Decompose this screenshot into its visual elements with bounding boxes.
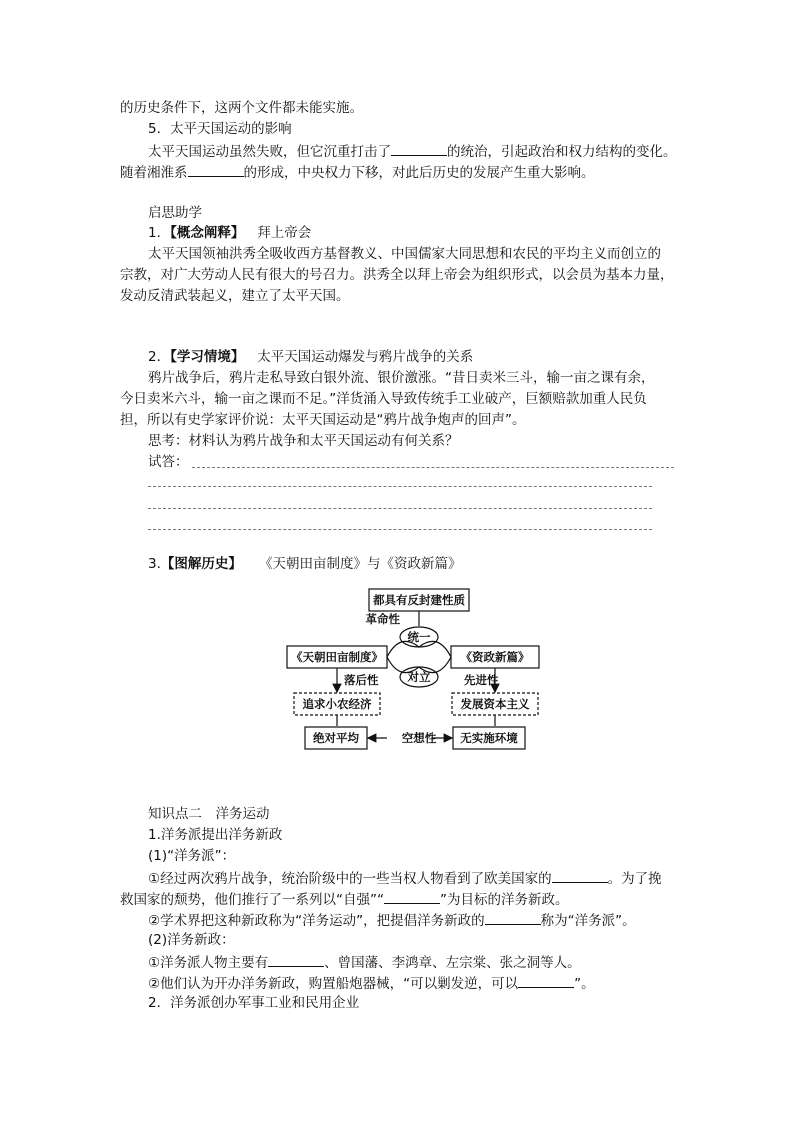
diagram-heading: 3.【图解历史】 《天朝田亩制度》与《资政新篇》 (148, 556, 462, 572)
subsection-1-2: (2)洋务新政： (148, 932, 235, 948)
concept-heading: 1．【概念阐释】 拜上帝会 (148, 225, 312, 241)
opposition-label: 对立 (407, 670, 431, 684)
qisi-title: 启思助学 (148, 205, 202, 221)
diagram-tag: 【图解历史】 (160, 556, 242, 572)
concept-tag: 【概念阐释】 (170, 225, 245, 241)
revolutionary-label: 革命性 (365, 612, 400, 626)
answer-label: 试答： (148, 454, 189, 470)
unity-label: 统一 (407, 630, 431, 644)
fill-blank[interactable] (268, 951, 324, 967)
left-bottom-label: 绝对平均 (313, 731, 359, 745)
continuation-line: 的历史条件下，这两个文件都未能实施。 (120, 100, 363, 116)
section-heading-5: 5．太平天国运动的影响 (148, 121, 292, 137)
context-heading: 2．【学习情境】 太平天国运动爆发与鸦片战争的关系 (148, 349, 474, 365)
arc-upper-right (419, 641, 451, 657)
right-bottom-label: 无实施环境 (460, 731, 518, 745)
arc-upper-left (387, 641, 419, 657)
context-paragraph-line-2: 今日卖米六斗，输一亩之课而不足。”洋货涌入导致传统手工业破产，巨额赔款加重人民负 (120, 391, 647, 407)
point-2-line: ②学术界把这种新政称为“洋务运动”，把提倡洋务新政的 称为“洋务派”。 (148, 909, 636, 931)
right-doc-label: 《资政新篇》 (460, 650, 530, 664)
context-paragraph-line-3: 担，所以有史学家评价说：太平天国运动是“鸦片战争炮声的回声”。 (120, 412, 526, 428)
think-question: 思考：材料认为鸦片战争和太平天国运动有何关系？ (148, 433, 459, 449)
concept-paragraph-line-1: 太平天国领袖洪秀全吸收西方基督教义、中国儒家大同思想和农民的平均主义而创立的 (148, 246, 661, 262)
arc-lower-right (419, 657, 451, 673)
utopian-label: 空想性 (401, 731, 437, 745)
impact-paragraph-line-2: 随着湘淮系 的形成，中央权力下移，对此后历史的发展产生重大影响。 (120, 161, 595, 183)
fill-blank[interactable] (485, 909, 541, 925)
left-goal-label: 追求小农经济 (302, 697, 372, 711)
impact-paragraph-line-1: 太平天国运动虽然失败，但它沉重打击了 的统治，引起政治和权力结构的变化。 (148, 140, 677, 162)
arc-lower-left (387, 657, 419, 673)
left-doc-label: 《天朝田亩制度》 (291, 650, 383, 664)
backward-label: 落后性 (344, 673, 379, 687)
top-box-label: 都具有反封建性质 (373, 593, 465, 607)
context-paragraph-line-1: 鸦片战争后，鸦片走私导致白银外流、银价激涨。“昔日卖米三斗，输一亩之课有余， (148, 370, 655, 386)
fill-blank[interactable] (552, 867, 608, 883)
subsection-1-1: (1)“洋务派”： (148, 848, 236, 864)
purpose-line: ②他们认为开办洋务新政，购置船炮器械，“可以剿发逆，可以 ”。 (148, 972, 595, 994)
point-1-line-2: 救国家的颓势，他们推行了一系列以“自强”“ ”为目标的洋务新政。 (120, 888, 568, 910)
subsection-2: 2．洋务派创办军事工业和民用企业 (148, 995, 360, 1011)
figures-line: ①洋务派人物主要有 、曾国藩、李鸿章、左宗棠、张之洞等人。 (148, 951, 581, 973)
fill-blank[interactable] (518, 972, 574, 988)
point-1-line-1: ①经过两次鸦片战争，统治阶级中的一些当权人物看到了欧美国家的 。为了挽 (148, 867, 662, 889)
context-tag: 【学习情境】 (170, 349, 245, 365)
fill-blank[interactable] (384, 888, 440, 904)
knowledge-point-2-title: 知识点二 洋务运动 (148, 806, 270, 822)
concept-paragraph-line-2: 宗教，对广大劳动人民有很大的号召力。洪秀全以拜上帝会为组织形式，以会员为基本力量， (120, 267, 674, 283)
right-goal-label: 发展资本主义 (460, 697, 530, 711)
advanced-label: 先进性 (464, 673, 499, 687)
subsection-1: 1.洋务派提出洋务新政 (148, 827, 283, 843)
concept-paragraph-line-3: 发动反清武装起义，建立了太平天国。 (120, 288, 350, 304)
